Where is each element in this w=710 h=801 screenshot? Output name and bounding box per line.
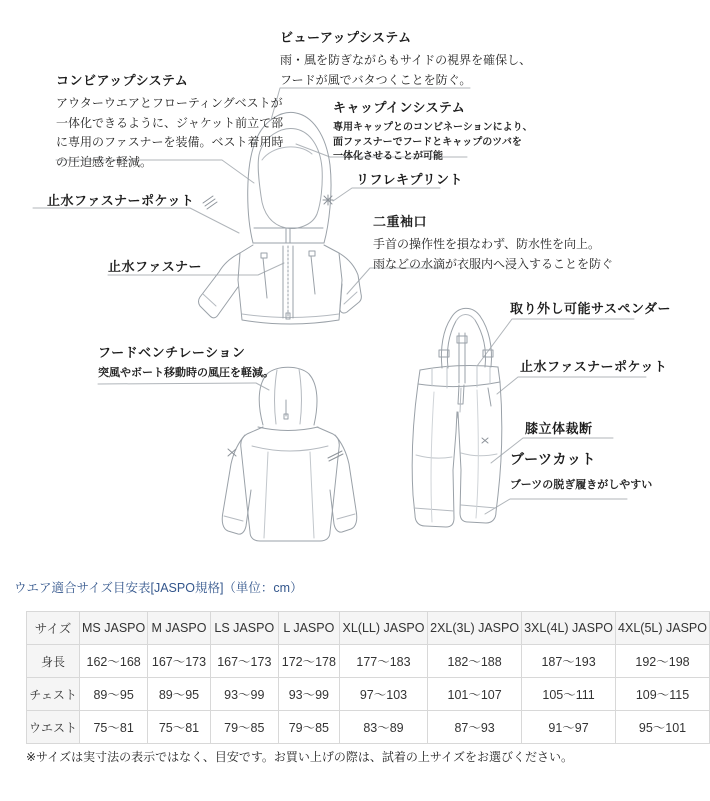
callout-cap-in-line: 面ファスナーでフードとキャップのツバを [333,136,522,148]
size-table-header-cell: サイズ [27,612,80,645]
callout-view-up-line: 雨・風を防ぎながらもサイドの視界を確保し、 [280,53,532,67]
size-table-cell: 162～168 [80,645,148,678]
jacket-back-drawing [222,367,357,541]
callout-combi-up-title: コンビアップシステム [56,73,189,88]
size-table-cell: 101～107 [428,678,522,711]
size-table-cell: 167～173 [210,645,278,678]
size-table-header-cell: 3XL(4L) JASPO [522,612,616,645]
size-table-cell: 75～81 [148,711,211,744]
callout-cap-in-line: 専用キャップとのコンビネーションにより、 [333,122,533,133]
callout-removable-suspender-title: 取り外し可能サスペンダー [510,301,671,316]
callout-watertight-zip-pocket [47,190,194,209]
size-table-cell: 93～99 [278,678,339,711]
callout-double-cuff [373,211,613,274]
callout-double-cuff-title: 二重袖口 [373,214,428,229]
size-table-cell: 87～93 [428,711,522,744]
size-table-cell: 93～99 [210,678,278,711]
callout-watertight-zip-pocket-title: 止水ファスナーポケット [47,193,195,208]
callout-boot-cut [510,449,652,493]
callout-removable-suspender [510,298,671,317]
size-table-header-cell: LS JASPO [210,612,278,645]
callout-view-up [280,27,531,90]
size-table-cell: 89～95 [80,678,148,711]
callout-combi-up-line: の圧迫感を軽減。 [56,154,153,169]
size-table-cell: 89～95 [148,678,211,711]
callout-boot-cut-line: ブーツの脱ぎ履きがしやすい [510,479,653,491]
callout-view-up-title: ビューアップシステム [280,30,412,45]
size-table-row-label: ウエスト [27,711,80,744]
size-table-title: ウエア適合サイズ目安表[JASPO規格]（単位：cm） [14,581,303,595]
size-table-header-cell: MS JASPO [80,612,148,645]
callout-hood-ventilation-line: 突風やボート移動時の風圧を軽減。 [98,367,274,379]
size-table-cell: 95～101 [616,711,710,744]
size-table-header-cell: 2XL(3L) JASPO [428,612,522,645]
size-table-cell: 105～111 [522,678,616,711]
callout-cap-in [333,97,533,165]
size-table-cell: 109～115 [616,678,710,711]
callout-hood-ventilation-title: フードベンチレーション [98,345,246,360]
size-table-row-waist [27,711,710,744]
size-table-cell: 79～85 [278,711,339,744]
size-table-cell: 91～97 [522,711,616,744]
size-table-cell: 177～183 [339,645,427,678]
callout-combi-up-line: 一体化できるように、ジャケット前立て部 [56,115,284,130]
size-table-cell: 187～193 [522,645,616,678]
size-table-row-label: 身長 [27,645,80,678]
size-table-header-cell: L JASPO [278,612,339,645]
size-table-header-cell: M JASPO [148,612,211,645]
callout-watertight-zip [108,256,202,275]
size-table-header-row [27,612,710,645]
size-table-cell: 167～173 [148,645,211,678]
size-table-cell: 79～85 [210,711,278,744]
size-table-cell: 172～178 [278,645,339,678]
callout-hood-ventilation [98,342,274,381]
callout-double-cuff-line: 手首の操作性を損なわず、防水性を向上。 [373,237,601,251]
size-table [26,611,710,744]
callout-combi-up-line: アウターウエアとフローティングベストが [56,96,283,110]
size-table-cell: 192～198 [616,645,710,678]
callout-boot-cut-title: ブーツカット [510,451,596,467]
callout-watertight-zip-pocket-pants [520,356,667,375]
callout-reflex-print [356,169,463,188]
callout-combi-up-line: に専用のファスナーを装備。ベスト着用時 [56,135,284,149]
callout-3d-knee-cut-title: 膝立体裁断 [525,421,593,436]
size-table-row-height [27,645,710,678]
callout-double-cuff-line: 雨などの水滴が衣服内へ浸入することを防ぐ [373,256,614,271]
size-table-row-label: チェスト [27,678,80,711]
size-table-cell: 75～81 [80,711,148,744]
callout-reflex-print-title: リフレキプリント [356,172,463,187]
size-table-container [26,611,710,744]
size-table-header-cell: XL(LL) JASPO [339,612,427,645]
size-table-cell: 182～188 [428,645,522,678]
size-table-header-cell: 4XL(5L) JASPO [616,612,710,645]
size-table-note: ※サイズは実寸法の表示ではなく、目安です。お買い上げの際は、試着の上サイズをお選びください。 [26,750,573,764]
pants-drawing [412,308,502,527]
callout-cap-in-line: 一体化させることが可能 [333,151,443,162]
callout-cap-in-title: キャップインシステム [333,100,466,115]
size-table-row-chest [27,678,710,711]
callout-view-up-line: フードが風でバタつくことを防ぐ。 [280,72,472,87]
size-table-cell: 83～89 [339,711,427,744]
callout-3d-knee-cut [525,418,593,437]
callout-combi-up [56,70,284,172]
callout-watertight-zip-pocket-pants-title: 止水ファスナーポケット [520,359,668,374]
callout-watertight-zip-title: 止水ファスナー [108,259,202,274]
size-table-cell: 97～103 [339,678,427,711]
